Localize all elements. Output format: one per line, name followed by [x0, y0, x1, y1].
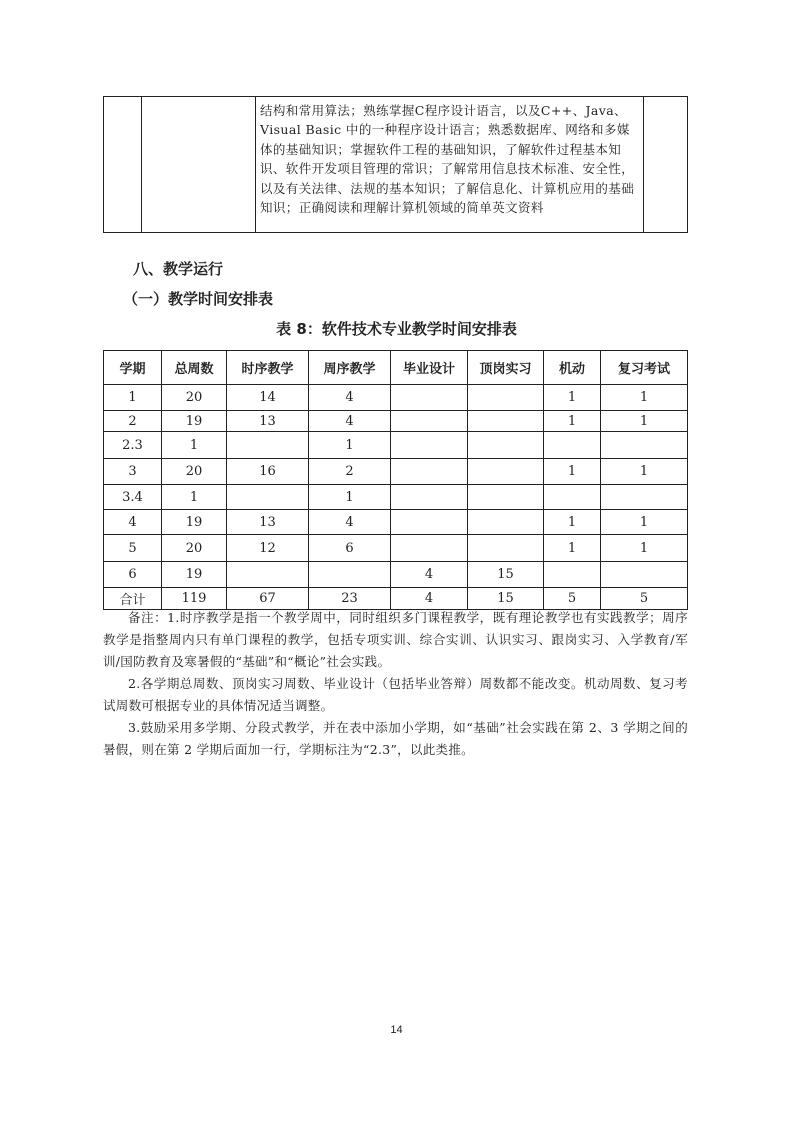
table-row [104, 510, 688, 535]
table-cell: 19 [162, 510, 227, 535]
table-cell: 15 [468, 562, 544, 588]
table-cell: 119 [162, 588, 227, 610]
table-cell: 4 [391, 588, 468, 610]
table-cell [391, 459, 468, 485]
table-cell: 12 [227, 535, 309, 562]
table-cell: 20 [162, 385, 227, 411]
table-cell: 1 [104, 385, 162, 411]
column-header: 毕业设计 [391, 351, 468, 385]
table-cell: 4 [104, 510, 162, 535]
table-cell [601, 562, 688, 588]
table-cell: 1 [601, 510, 688, 535]
table-cell [601, 485, 688, 510]
table-row [104, 97, 688, 233]
table-cell: 6 [104, 562, 162, 588]
table-cell: 1 [601, 535, 688, 562]
table-cell: 1 [544, 411, 601, 432]
table-cell [227, 562, 309, 588]
table-cell [391, 510, 468, 535]
table-header-row [104, 351, 688, 385]
table-cell: 1 [601, 411, 688, 432]
table-cell [256, 97, 644, 233]
table-row [104, 459, 688, 485]
table-cell [227, 432, 309, 459]
table-cell: 4 [309, 510, 391, 535]
table-cell [544, 432, 601, 459]
table-cell: 5 [544, 588, 601, 610]
table-cell: 5 [104, 535, 162, 562]
table-cell: 4 [309, 385, 391, 411]
teaching-schedule-table [103, 350, 688, 610]
table-row [104, 432, 688, 459]
column-header: 学期 [104, 351, 162, 385]
table-cell: 1 [544, 535, 601, 562]
section-title: 八、教学运行 [133, 260, 224, 278]
table-cell: 1 [544, 510, 601, 535]
note-3: 3.鼓励采用多学期、分段式教学，并在表中添加小学期，如“基础”社会实践在第 2、3 学期之间的暑假，则在第 2 学期后面加一行，学期标注为“2.3”，以此类推。 [103, 720, 688, 757]
table-cell [544, 485, 601, 510]
table-cell: 1 [309, 485, 391, 510]
column-header: 复习考试 [601, 351, 688, 385]
table-cell: 67 [227, 588, 309, 610]
table-cell: 4 [309, 411, 391, 432]
subsection-title: （一）教学时间安排表 [123, 290, 274, 308]
table-cell: 3.4 [104, 485, 162, 510]
table-caption: 表 8：软件技术专业教学时间安排表 [276, 320, 517, 338]
continued-requirements-table [103, 96, 688, 233]
column-header: 时序教学 [227, 351, 309, 385]
table-cell [227, 485, 309, 510]
requirements-text: 结构和常用算法；熟练掌握C程序设计语言，以及C++、Java、Visual Basic 中的一种程序设计语言；熟悉数据库、网络和多媒体的基础知识；掌握软件工程的基础知识，了解软件过程基本知识、软件开发项目管理的常识；了解常用信息技术标准、安全性，以及有关法律、法规的基本知识；了解信息化、计算机应用的基础知识；正确阅读和理解计算机领域的简单英文资料 [260, 103, 635, 216]
table-cell [644, 97, 688, 233]
table-cell: 6 [309, 535, 391, 562]
table-cell: 3 [104, 459, 162, 485]
page-number: 14 [390, 1024, 403, 1036]
table-cell: 13 [227, 510, 309, 535]
table-cell: 19 [162, 562, 227, 588]
table-row [104, 485, 688, 510]
table-cell: 1 [601, 385, 688, 411]
table-cell [468, 485, 544, 510]
table-cell [468, 385, 544, 411]
table-row [104, 411, 688, 432]
table-cell [391, 535, 468, 562]
table-cell [468, 432, 544, 459]
table-cell: 1 [162, 432, 227, 459]
table-cell: 1 [309, 432, 391, 459]
table-cell [104, 97, 142, 233]
table-cell [391, 385, 468, 411]
table-cell: 合计 [104, 588, 162, 610]
column-header: 周序教学 [309, 351, 391, 385]
table-cell [468, 510, 544, 535]
table-cell [468, 535, 544, 562]
column-header: 顶岗实习 [468, 351, 544, 385]
table-cell [468, 411, 544, 432]
table-cell: 1 [601, 459, 688, 485]
table-cell [391, 432, 468, 459]
table-cell: 19 [162, 411, 227, 432]
table-cell [468, 459, 544, 485]
table-cell [544, 562, 601, 588]
column-header: 机动 [544, 351, 601, 385]
table-cell: 15 [468, 588, 544, 610]
note-1: 备注：1.时序教学是指一个教学周中，同时组织多门课程教学，既有理论教学也有实践教学；周序教学是指整周内只有单门课程的教学，包括专项实训、综合实训、认识实习、跟岗实习、入学教育/军训/国防教育及寒暑假的“基础”和“概论”社会实践。 [103, 610, 688, 669]
table-cell [391, 485, 468, 510]
table-cell [391, 411, 468, 432]
table-cell: 2 [104, 411, 162, 432]
table-row [104, 535, 688, 562]
table-cell: 1 [162, 485, 227, 510]
table-row [104, 562, 688, 588]
note-2: 2.各学期总周数、顶岗实习周数、毕业设计（包括毕业答辩）周数都不能改变。机动周数、复习考试周数可根据专业的具体情况适当调整。 [103, 676, 688, 713]
table-cell: 14 [227, 385, 309, 411]
notes [103, 607, 688, 761]
column-header: 总周数 [162, 351, 227, 385]
table-cell: 23 [309, 588, 391, 610]
table-cell: 13 [227, 411, 309, 432]
table-row [104, 385, 688, 411]
table-cell [601, 432, 688, 459]
table-cell: 2 [309, 459, 391, 485]
table-cell [309, 562, 391, 588]
table-cell: 1 [544, 459, 601, 485]
table-cell: 20 [162, 459, 227, 485]
table-cell: 20 [162, 535, 227, 562]
table-cell: 16 [227, 459, 309, 485]
table-cell: 4 [391, 562, 468, 588]
table-cell [142, 97, 256, 233]
table-cell: 2.3 [104, 432, 162, 459]
table-cell: 5 [601, 588, 688, 610]
table-cell: 1 [544, 385, 601, 411]
